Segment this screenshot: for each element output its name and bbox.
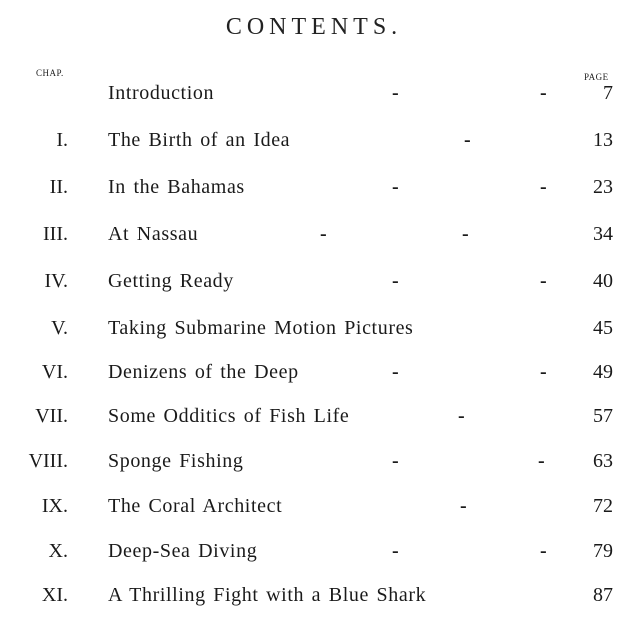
chapter-number: IV. bbox=[44, 270, 68, 292]
page-number: 72 bbox=[593, 495, 613, 517]
leader-dash: - bbox=[462, 223, 469, 245]
leader-dash: - bbox=[540, 361, 547, 383]
toc-entry bbox=[0, 266, 628, 296]
chapter-title: At Nassau bbox=[108, 223, 199, 245]
toc-entry bbox=[0, 536, 628, 566]
chapter-title: The Coral Architect bbox=[108, 495, 283, 517]
page-column-header: PAGE bbox=[584, 72, 609, 82]
leader-dash: - bbox=[392, 540, 399, 562]
page-number: 63 bbox=[593, 450, 613, 472]
chapter-number: VIII. bbox=[28, 450, 68, 472]
chapter-title: Introduction bbox=[108, 82, 215, 104]
page-number: 45 bbox=[593, 317, 613, 339]
page-number: 7 bbox=[603, 82, 613, 104]
leader-dash: - bbox=[392, 270, 399, 292]
leader-dash: - bbox=[538, 450, 545, 472]
toc-entry bbox=[0, 125, 628, 155]
leader-dash: - bbox=[320, 223, 327, 245]
page-number: 79 bbox=[593, 540, 613, 562]
chapter-title: In the Bahamas bbox=[108, 176, 245, 198]
page-number: 23 bbox=[593, 176, 613, 198]
toc-entry bbox=[0, 357, 628, 387]
chapter-title: A Thrilling Fight with a Blue Shark bbox=[108, 584, 427, 606]
leader-dash: - bbox=[392, 82, 399, 104]
toc-entry bbox=[0, 78, 628, 108]
toc-entry bbox=[0, 401, 628, 431]
chapter-number: X. bbox=[48, 540, 68, 562]
chapter-number: II. bbox=[49, 176, 68, 198]
chapter-title: Getting Ready bbox=[108, 270, 234, 292]
toc-entry bbox=[0, 446, 628, 476]
leader-dash: - bbox=[540, 540, 547, 562]
leader-dash: - bbox=[392, 361, 399, 383]
leader-dash: - bbox=[540, 82, 547, 104]
page-number: 34 bbox=[593, 223, 613, 245]
page-number: 87 bbox=[593, 584, 613, 606]
leader-dash: - bbox=[392, 450, 399, 472]
chapter-title: Deep-Sea Diving bbox=[108, 540, 258, 562]
chapter-number: VI. bbox=[41, 361, 68, 383]
leader-dash: - bbox=[540, 270, 547, 292]
toc-entry bbox=[0, 313, 628, 343]
page-title: CONTENTS. bbox=[225, 14, 403, 40]
page-number: 40 bbox=[593, 270, 613, 292]
chapter-title: Some Odditics of Fish Life bbox=[108, 405, 350, 427]
chapter-column-header: CHAP. bbox=[36, 68, 64, 78]
chapter-number: I. bbox=[56, 129, 68, 151]
chapter-title: Sponge Fishing bbox=[108, 450, 244, 472]
chapter-number: V. bbox=[51, 317, 68, 339]
leader-dash: - bbox=[460, 495, 467, 517]
leader-dash: - bbox=[392, 176, 399, 198]
page-number: 49 bbox=[593, 361, 613, 383]
chapter-title: Denizens of the Deep bbox=[108, 361, 299, 383]
toc-entry bbox=[0, 580, 628, 610]
chapter-number: III. bbox=[43, 223, 68, 245]
toc-entry bbox=[0, 219, 628, 249]
leader-dash: - bbox=[458, 405, 465, 427]
chapter-title: The Birth of an Idea bbox=[108, 129, 291, 151]
chapter-number: XI. bbox=[41, 584, 68, 606]
page-number: 57 bbox=[593, 405, 613, 427]
toc-entry bbox=[0, 491, 628, 521]
toc-entry bbox=[0, 172, 628, 202]
chapter-number: IX. bbox=[41, 495, 68, 517]
page-number: 13 bbox=[593, 129, 613, 151]
leader-dash: - bbox=[464, 129, 471, 151]
chapter-number: VII. bbox=[35, 405, 68, 427]
chapter-title: Taking Submarine Motion Pictures bbox=[108, 317, 414, 339]
leader-dash: - bbox=[540, 176, 547, 198]
